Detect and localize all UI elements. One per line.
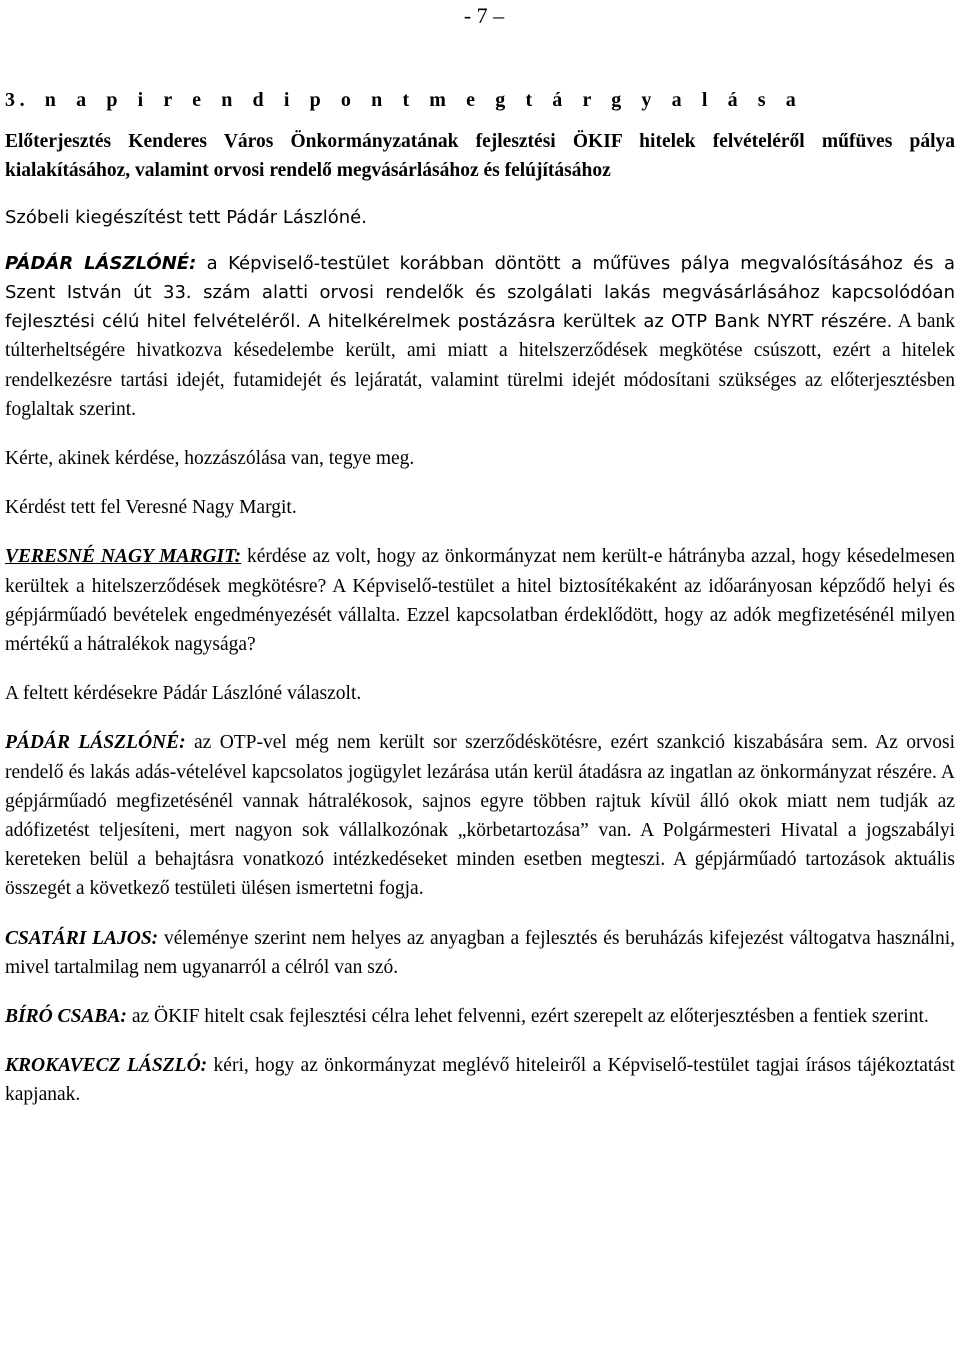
intro-paragraph: Szóbeli kiegészítést tett Pádár Lászlóné. — [5, 206, 367, 228]
speaker-name: PÁDÁR LÁSZLÓNÉ: — [5, 252, 197, 274]
agenda-subject: Előterjesztés Kenderes Város Önkormányzatának fejlesztési ÖKIF hitelek felvételéről műfüves pálya kialakításához, valamint orvosi rendelő megvásárlásához és felújításához — [5, 131, 955, 182]
paragraph-text: véleménye szerint nem helyes az anyagban a fejlesztés és beruházás kifejezést váltogatva használni, mivel tartalmilag nem ugyanarról a célról van szó. — [5, 927, 955, 978]
speaker-name: BÍRÓ CSABA: — [5, 1006, 127, 1028]
speaker-name: VERESNÉ NAGY MARGIT: — [5, 546, 242, 568]
paragraph-padar-2 — [5, 728, 955, 903]
paragraph-text: a Képviselő-testület korábban döntött a műfüves pálya megvalósításához és a Szent István út 33. szám alatti orvosi rendelők és szolgálati lakás megvásárlásához kapcsolódóan fejlesztési célú hitel felvételéről. A hitelkérelmek postázásra kerültek az OTP Bank NYRT részére. — [5, 252, 955, 333]
paragraph-padar-1 — [5, 249, 955, 424]
speaker-name: CSATÁRI LAJOS: — [5, 927, 159, 949]
paragraph-csatari — [5, 924, 955, 982]
paragraph-text: kérdése az volt, hogy az önkormányzat nem került-e hátrányba azzal, hogy késedelmesen kerültek a hitelszerződések megkötésre? A Képviselő-testület a hitel biztosítékaként az időarányosan képződő helyi és gépjárműadó bevételek engedményezését vállalta. Ezzel kapcsolatban érdeklődött, hogy az adók megfizetésénél milyen mértékű a hátralékok nagysága? — [5, 546, 955, 656]
paragraph-request: Kérte, akinek kérdése, hozzászólása van, tegye meg. — [5, 448, 415, 470]
document-body — [5, 86, 955, 1110]
section-title: 3. n a p i r e n d i p o n t m e g t á r g y a l á s a — [5, 89, 801, 111]
paragraph-question-note: Kérdést tett fel Veresné Nagy Margit. — [5, 497, 297, 519]
speaker-name: PÁDÁR LÁSZLÓNÉ: — [5, 732, 186, 754]
paragraph-text: A bank túlterheltségére hivatkozva késedelembe került, ami miatt a hitelszerződések megkötése csúszott, ezért a hitelek rendelkezésre tartási idejét, futamidejét és lejáratát, valamint türelmi idejét módosítani szükséges az előterjesztésben foglaltak szerint. — [5, 311, 955, 420]
paragraph-text: az ÖKIF hitelt csak fejlesztési célra lehet felvenni, ezért szerepelt az előterjesztésben a fentiek szerint. — [126, 1006, 929, 1028]
paragraph-answer-note: A feltett kérdésekre Pádár Lászlóné válaszolt. — [5, 683, 362, 705]
paragraph-text: az OTP-vel még nem került sor szerződéskötésre, ezért szankció kiszabására sem. Az orvosi rendelő és lakás adás-vételével kapcsolatos jogügylet lezárása után kerül átadásra az ingatlan az önkormányzat részére. A gépjárműadó megfizetésénél vannak hátralékosok, sajnos egyre többen rajtuk kívül álló okok miatt nem tudják az adófizetést teljesíteni, mert nagyon sok vállalkozónak „körbetartozása” van. A Polgármesteri Hivatal a jogszabályi kereteken belül a behajtásra vonatkozó intézkedéseket minden esetben megteszi. A gépjárműadó tartozások aktuális összegét a következő testületi ülésen ismertetni fogja. — [5, 732, 956, 900]
paragraph-biro — [5, 1002, 955, 1031]
paragraph-text: kéri, hogy az önkormányzat meglévő hiteleiről a Képviselő-testület tagjai írásos tájékoztatást kapjanak. — [5, 1055, 955, 1106]
paragraph-veresne — [5, 542, 955, 659]
paragraph-krokavecz — [5, 1051, 955, 1109]
speaker-name: KROKAVECZ LÁSZLÓ: — [5, 1055, 208, 1077]
page-number: - 7 – — [463, 3, 505, 28]
